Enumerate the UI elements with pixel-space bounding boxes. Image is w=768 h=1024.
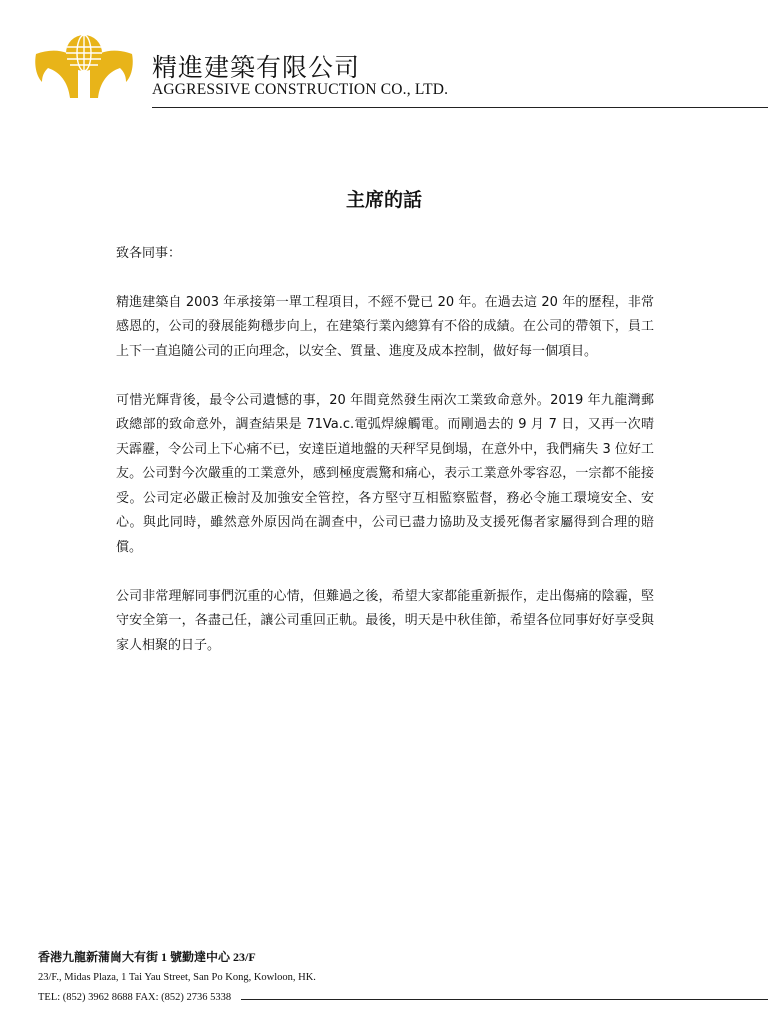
paragraph-1: 精進建築自 2003 年承接第一單工程項目，不經不覺已 20 年。在過去這 20 年的歷程，非常感恩的，公司的發展能夠穩步向上，在建築行業內總算有不俗的成績。在公司的帶領下，員工上下一直追隨公司的正向理念，以安全、質量、進度及成本控制，做好每一個項目。 — [116, 294, 654, 359]
footer-address-cn: 香港九龍新蒲崗大有街 1 號勤達中心 23/F — [38, 950, 256, 964]
footer-contact: TEL: (852) 3962 8688 FAX: (852) 2736 5338 — [38, 992, 232, 1003]
paragraph-2: 可惜光輝背後，最令公司遺憾的事，20 年間竟然發生兩次工業致命意外。2019 年九龍灣郵政總部的致命意外，調查結果是 71Va.c.電弧焊線觸電。而剛過去的 9 月 7 日，又再一次晴天霹靂，令公司上下心痛不已，安達臣道地盤的天秤罕見倒塌，在意外中，我們痛失 3 位好工友。公司對今次嚴重的工業意外，感到極度震驚和痛心，表示工業意外零容忍，一宗都不能接受。公司定必嚴正檢討及加強安全管控，各方堅守互相監察監督，務必令施工環境安全、安心。與此同時，雖然意外原因尚在調查中，公司已盡力協助及支援死傷者家屬得到合理的賠償。 — [116, 392, 654, 555]
letter-body — [116, 242, 654, 683]
company-name-en: AGGRESSIVE CONSTRUCTION CO., LTD. — [152, 81, 449, 98]
paragraph-3: 公司非常理解同事們沉重的心情，但難過之後，希望大家都能重新振作，走出傷痛的陰霾，堅守安全第一，各盡己任，讓公司重回正軌。最後，明天是中秋佳節，希望各位同事好好享受與家人相聚的日子。 — [116, 588, 654, 653]
logo-globe — [66, 35, 102, 71]
footer-divider — [241, 999, 768, 1000]
letter-title: 主席的話 — [345, 189, 422, 211]
header-divider — [152, 107, 768, 108]
company-logo — [34, 32, 134, 100]
company-name-cn: 精進建築有限公司 — [152, 53, 361, 82]
footer — [38, 947, 768, 1008]
footer-address-en: 23/F., Midas Plaza, 1 Tai Yau Street, San Po Kong, Kowloon, HK. — [38, 972, 316, 983]
footer-contact-row — [38, 988, 768, 1008]
salutation: 致各同事： — [116, 246, 182, 261]
